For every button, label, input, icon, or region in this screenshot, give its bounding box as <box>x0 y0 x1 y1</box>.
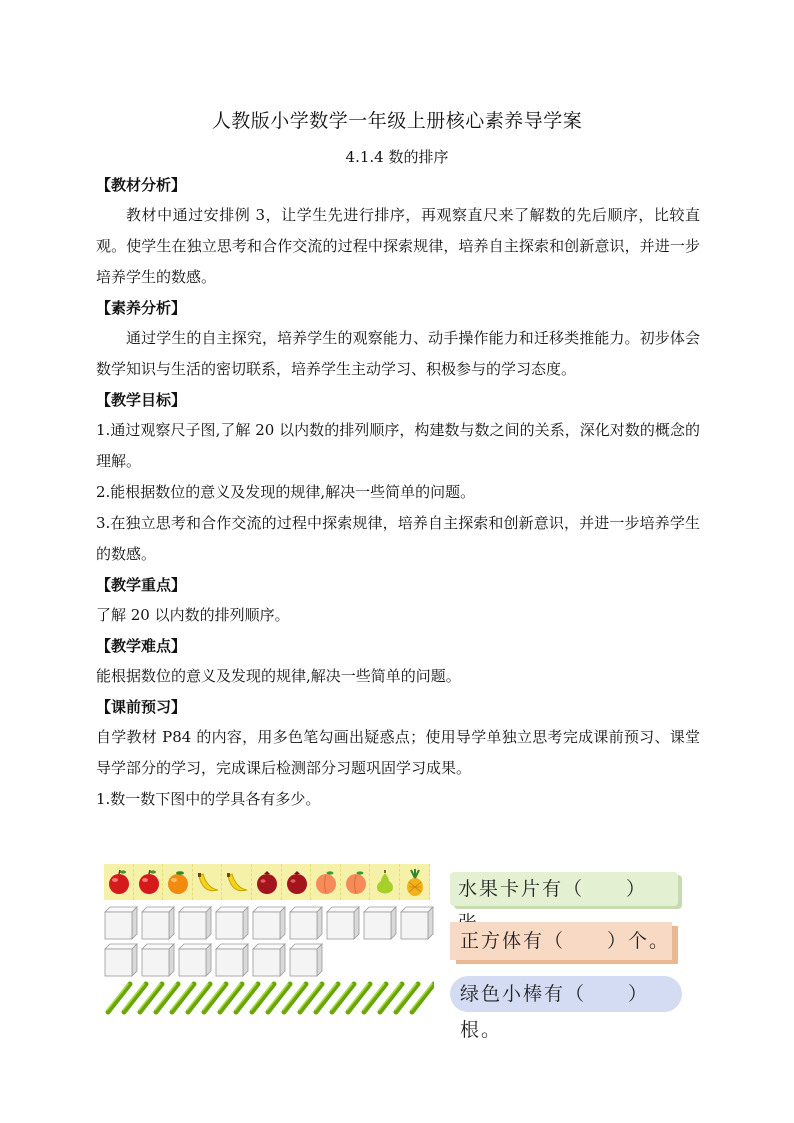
peach-card <box>341 864 371 900</box>
lesson-subtitle: 4.1.4 数的排序 <box>345 148 449 166</box>
cube-icon <box>178 943 212 977</box>
cube-icon <box>215 906 249 940</box>
cube-icon <box>252 906 286 940</box>
section-paragraph: 2.能根据数位的意义及发现的规律,解决一些简单的问题。 <box>96 483 476 501</box>
section-paragraph: 能根据数位的意义及发现的规律,解决一些简单的问题。 <box>96 667 461 685</box>
counting-figure <box>104 860 684 1041</box>
pomegranate-card <box>282 864 312 900</box>
section-heading: 【教学难点】 <box>96 637 187 655</box>
pomegranate-icon <box>254 868 280 896</box>
peach-icon <box>343 868 369 896</box>
section-paragraph: 3.在独立思考和合作交流的过程中探索规律，培养自主探索和创新意识，并进一步培养学生的数感。 <box>96 514 700 563</box>
cube-icon <box>178 906 212 940</box>
pomegranate-card <box>252 864 282 900</box>
cube-icon <box>215 943 249 977</box>
cube-icon <box>141 943 175 977</box>
pomegranate-icon <box>284 868 310 896</box>
section-heading: 【教学重点】 <box>96 576 187 594</box>
cube-icon <box>104 943 138 977</box>
pineapple-icon <box>402 868 428 896</box>
cube-icon <box>289 943 323 977</box>
banana-icon <box>224 868 250 896</box>
peach-icon <box>313 868 339 896</box>
section-paragraph: 通过学生的自主探究，培养学生的观察能力、动手操作能力和迁移类推能力。初步体会数学知识与生活的密切联系，培养学生主动学习、积极参与的学习态度。 <box>96 329 700 378</box>
cube-icon <box>363 906 397 940</box>
pear-card <box>370 864 400 900</box>
apple-icon <box>136 868 162 896</box>
stick-count-label: 绿色小棒有（ ）根。 <box>450 976 682 1012</box>
document-body <box>96 170 700 815</box>
banana-card <box>222 864 252 900</box>
cube-icon <box>289 906 323 940</box>
pineapple-card <box>400 864 430 900</box>
banana-icon <box>195 868 221 896</box>
section-paragraph: 了解 20 以内数的排列顺序。 <box>96 606 290 624</box>
document-title: 人教版小学数学一年级上册核心素养导学案 <box>211 110 583 132</box>
cube-icon <box>141 906 175 940</box>
section-heading: 【教学目标】 <box>96 391 187 409</box>
section-heading: 【教材分析】 <box>96 176 187 194</box>
section-paragraph: 教材中通过安排例 3，让学生先进行排序，再观察直尺来了解数的先后顺序，比较直观。使学生在独立思考和合作交流的过程中探索规律，培养自主探索和创新意识，并进一步培养学生的数感。 <box>96 206 700 286</box>
fruit-card-count-label: 水果卡片有（ ） <box>450 872 678 906</box>
cube-count-label: 正方体有（ ）个。 <box>450 922 672 960</box>
section-paragraph: 1.数一数下图中的学具各有多少。 <box>96 790 321 808</box>
cube-icon <box>326 906 360 940</box>
apple-icon <box>106 868 132 896</box>
pear-icon <box>372 868 398 896</box>
section-heading: 【素养分析】 <box>96 299 187 317</box>
banana-card <box>193 864 223 900</box>
section-paragraph: 自学教材 P84 的内容，用多色笔勾画出疑惑点；使用导学单独立思考完成课前预习、课堂导学部分的学习，完成课后检测部分习题巩固学习成果。 <box>96 728 700 777</box>
cube-icon <box>104 906 138 940</box>
section-heading: 【课前预习】 <box>96 698 187 716</box>
section-paragraph: 1.通过观察尺子图,了解 20 以内数的排列顺序，构建数与数之间的关系，深化对数的概念的理解。 <box>96 421 700 470</box>
apple-card <box>104 864 134 900</box>
fruit-card-strip <box>104 864 430 900</box>
cube-icon <box>400 906 434 940</box>
cube-icon <box>252 943 286 977</box>
stick-group <box>104 980 434 1016</box>
orange-icon <box>165 868 191 896</box>
apple-card <box>134 864 164 900</box>
orange-card <box>163 864 193 900</box>
peach-card <box>311 864 341 900</box>
